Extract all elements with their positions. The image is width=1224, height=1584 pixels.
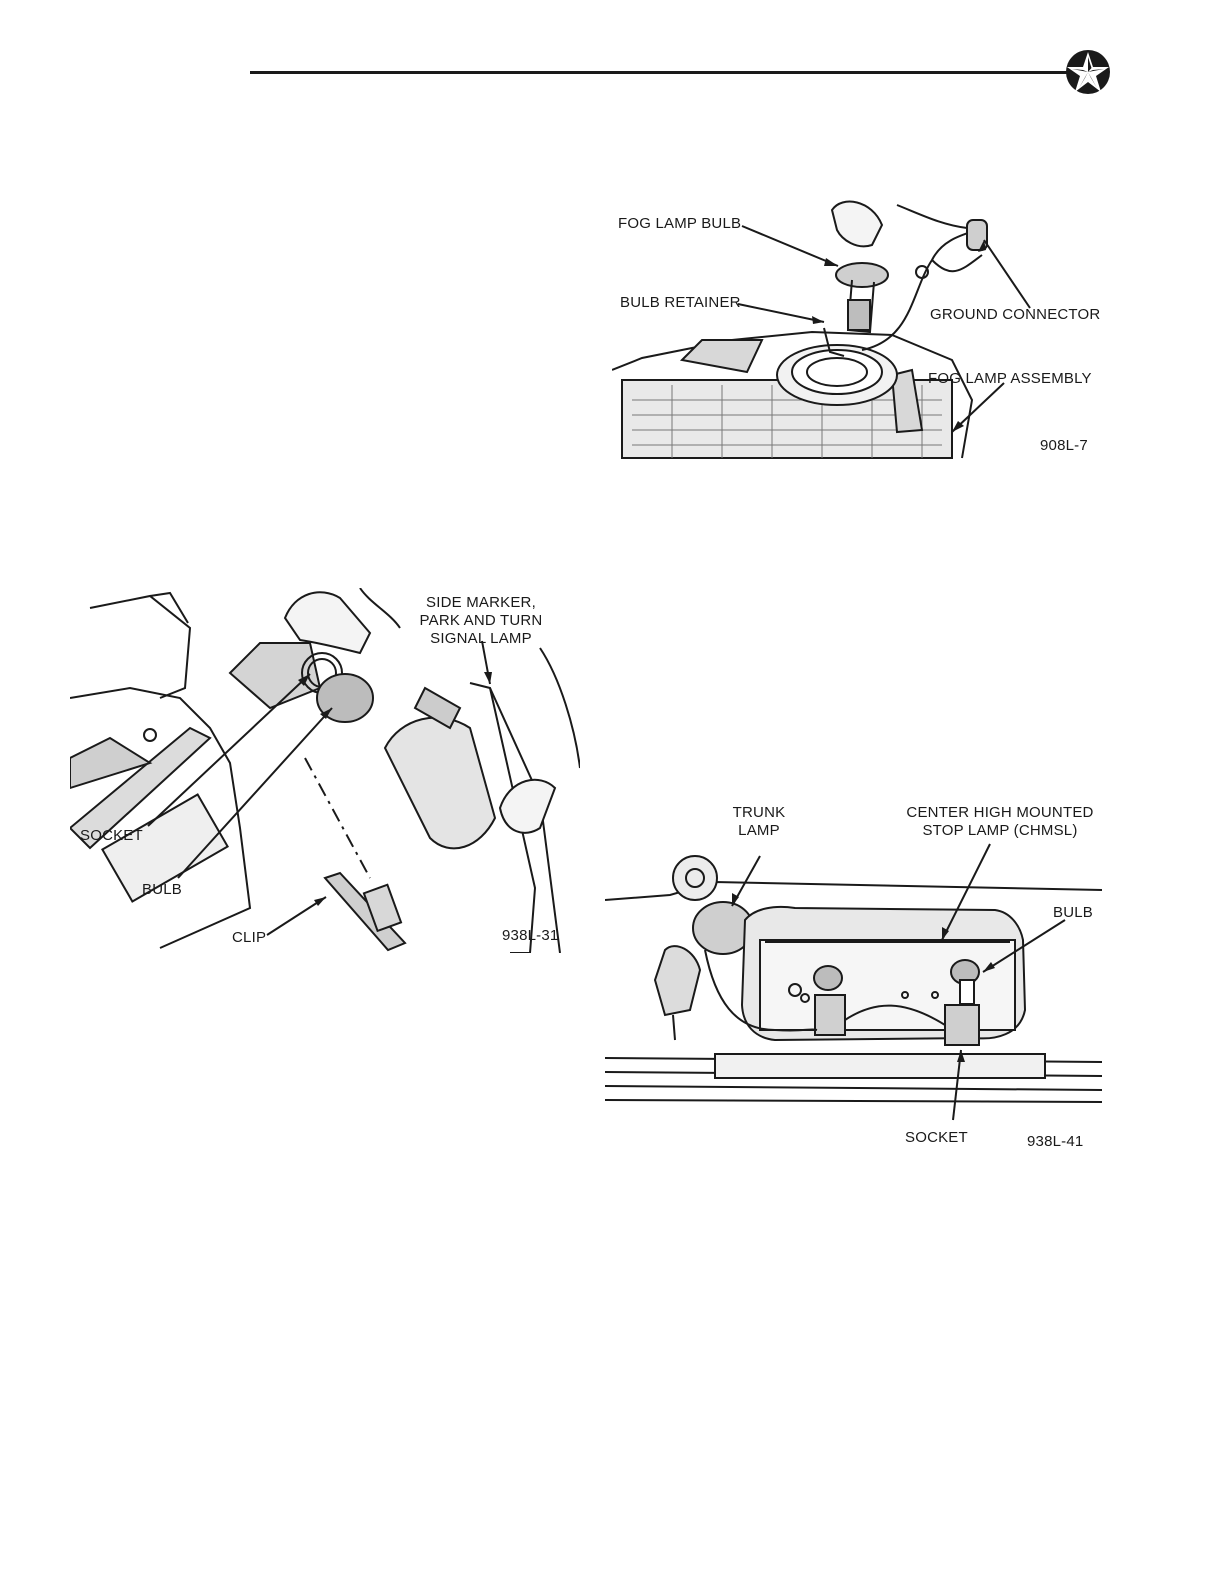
chmsl-label-line1: CENTER HIGH MOUNTED [906,804,1094,821]
trunk-lamp-label-line1: TRUNK [732,804,786,821]
ground-connector-label: GROUND CONNECTOR [930,306,1101,323]
fog-lamp-bulb-label: FOG LAMP BULB [618,215,742,232]
socket-label: SOCKET [80,827,143,844]
fog-lamp-illustration [612,200,1112,460]
side-marker-figure [70,588,580,953]
bulb-label: BULB [1053,904,1093,921]
socket-label: SOCKET [905,1129,968,1146]
side-marker-label-line1: SIDE MARKER, [426,594,536,611]
fog-lamp-assembly-label: FOG LAMP ASSEMBLY [928,370,1092,387]
chmsl-figure [605,800,1115,1155]
chmsl-label-line2: STOP LAMP (CHMSL) [922,822,1078,839]
header-rule [250,71,1068,74]
trunk-lamp-label-line2: LAMP [738,822,780,839]
bulb-label: BULB [142,881,182,898]
bulb-retainer-label: BULB RETAINER [620,294,741,311]
figure-code: 908L-7 [1040,437,1088,454]
pentastar-icon [1064,48,1112,96]
side-marker-label-line2: PARK AND TURN [419,612,543,629]
figure-code: 938L-41 [1027,1133,1084,1150]
clip-label: CLIP [232,929,267,946]
figure-code: 938L-31 [502,927,559,944]
chmsl-illustration [605,800,1115,1155]
side-marker-label-line3: SIGNAL LAMP [430,630,532,647]
fog-lamp-bulb-figure [612,200,1112,460]
